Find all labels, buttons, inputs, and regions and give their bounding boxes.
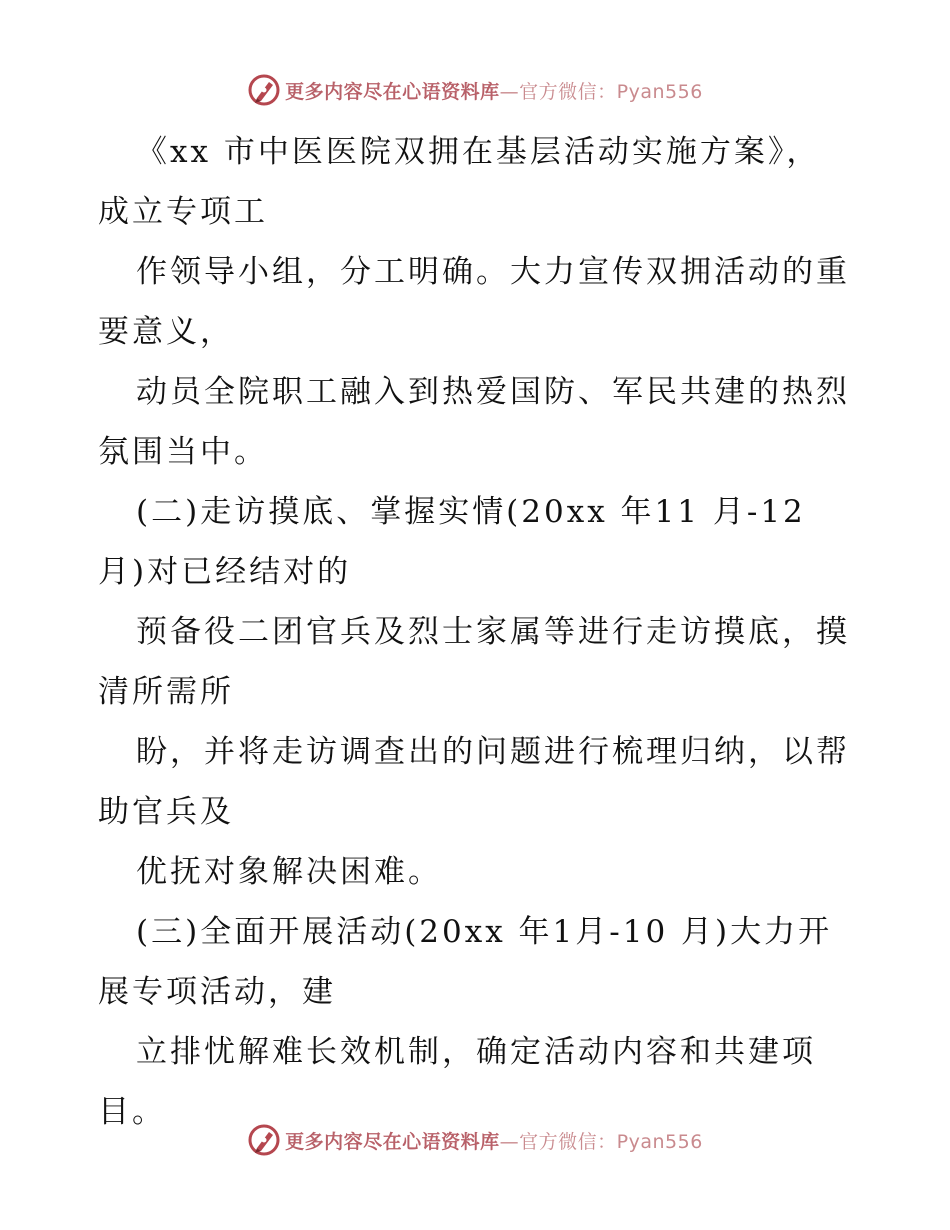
document-body <box>98 122 858 1142</box>
text-line: 盼，并将走访调查出的问题进行梳理归纳，以帮 <box>136 734 850 770</box>
text-line: 作领导小组，分工明确。大力宣传双拥活动的重 <box>136 254 850 290</box>
text-line: 优抚对象解决困难。 <box>136 854 442 890</box>
banner-text <box>285 1127 703 1154</box>
text-line: 成立专项工 <box>98 194 268 230</box>
pen-logo-icon <box>247 73 281 107</box>
text-line: 目。 <box>98 1094 166 1130</box>
text-line: 要意义， <box>98 314 234 350</box>
text-line: 氛围当中。 <box>98 434 268 470</box>
text-line: 展专项活动，建 <box>98 974 336 1010</box>
text-line: (三)全面开展活动(20xx 年1月-10 月)大力开 <box>136 914 833 950</box>
banner-text <box>285 77 703 104</box>
text-line: 动员全院职工融入到热爱国防、军民共建的热烈 <box>136 374 850 410</box>
text-line: 立排忧解难长效机制，确定活动内容和共建项 <box>136 1034 816 1070</box>
text-line: (二)走访摸底、掌握实情(20xx 年11 月-12 <box>136 494 806 530</box>
banner-contact: —官方微信：Pyan556 <box>499 1130 703 1153</box>
text-line: 《xx 市中医医院双拥在基层活动实施方案》， <box>136 134 821 170</box>
banner-brand: 更多内容尽在心语资料库 <box>285 80 500 103</box>
banner-brand: 更多内容尽在心语资料库 <box>285 1130 500 1153</box>
text-line: 月)对已经结对的 <box>98 554 352 590</box>
footer-banner <box>0 1120 950 1160</box>
banner-contact: —官方微信：Pyan556 <box>499 80 703 103</box>
pen-logo-icon <box>247 1123 281 1157</box>
text-line: 助官兵及 <box>98 794 234 830</box>
text-line: 清所需所 <box>98 674 234 710</box>
text-line: 预备役二团官兵及烈士家属等进行走访摸底，摸 <box>136 614 850 650</box>
header-banner <box>0 70 950 110</box>
